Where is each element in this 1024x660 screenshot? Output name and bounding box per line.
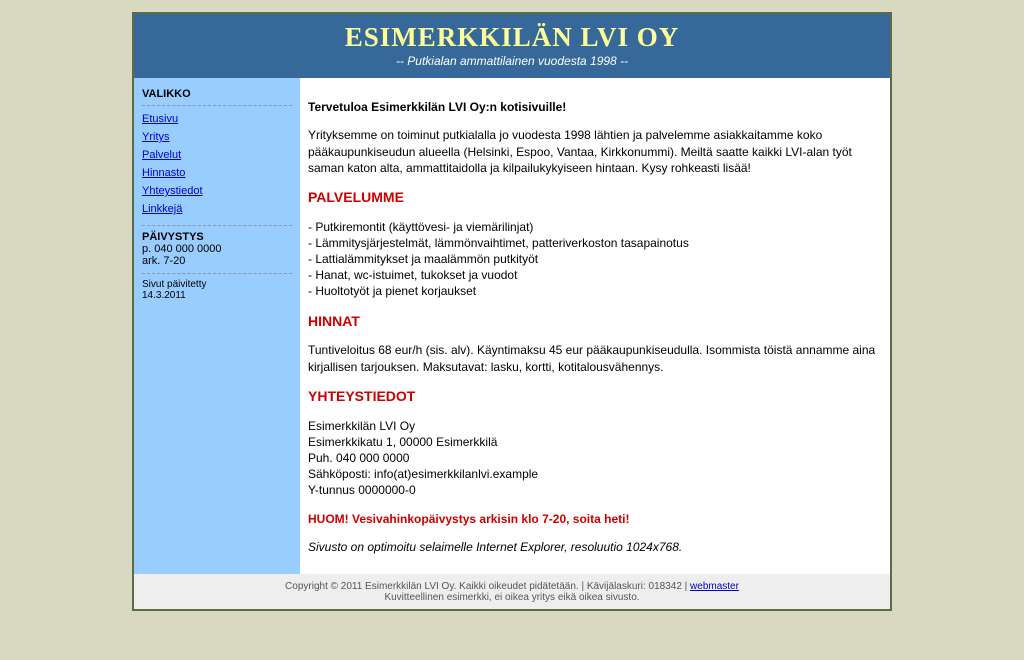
emergency-heading: PÄIVYSTYS xyxy=(142,231,204,243)
contact-email: Sähköposti: info(at)esimerkkilanlvi.example xyxy=(308,467,539,481)
emergency-phone: p. 040 000 0000 xyxy=(142,243,222,255)
emergency-notice: HUOM! Vesivahinkopäivystys arkisin klo 7-20, soita heti! xyxy=(308,512,630,526)
contact-address: Esimerkkikatu 1, 00000 Esimerkkilä xyxy=(308,435,498,449)
webmaster-link[interactable]: webmaster xyxy=(690,581,739,592)
list-item: - Hanat, wc-istuimet, tukokset ja vuodot xyxy=(308,268,518,282)
emergency-hours: ark. 7-20 xyxy=(142,255,186,267)
site-tagline: -- Putkialan ammattilainen vuodesta 1998 -- xyxy=(395,54,629,68)
site-title: ESIMERKKILÄN LVI OY xyxy=(344,22,680,52)
list-item: - Lämmitysjärjestelmät, lämmönvaihtimet, patteriverkoston tasapainotus xyxy=(308,236,689,250)
sidebar-item-hinnasto[interactable]: Hinnasto xyxy=(142,167,186,179)
intro-paragraph: Yrityksemme on toiminut putkialalla jo vuodesta 1998 lähtien ja palvelemme asiakkaitamme koko pääkaupunkiseudun alueella (Helsinki, Espoo, Vantaa, Kirkkonummi). Meiltä saatte kaikki LVI-alan työt saman katon alta, ammattitaidolla ja kilpailukykyiseen hintaan. Kysy rohkeasti lisää! xyxy=(308,128,852,175)
contact-phone: Puh. 040 000 0000 xyxy=(308,451,410,465)
page-container xyxy=(132,12,892,611)
prices-heading: HINNAT xyxy=(308,313,360,329)
sidebar xyxy=(134,78,300,574)
updated-label: Sivut päivitetty xyxy=(142,279,207,290)
prices-paragraph: Tuntiveloitus 68 eur/h (sis. alv). Käyntimaksu 45 eur pääkaupunkiseudulla. Isommista töistä annamme aina kirjallisen tarjouksen. Maksutavat: lasku, kortti, kotitalousvähennys. xyxy=(308,343,876,374)
contact-business-id: Y-tunnus 0000000-0 xyxy=(308,483,416,497)
contact-company: Esimerkkilän LVI Oy xyxy=(308,419,416,433)
sidebar-divider xyxy=(142,273,292,274)
contact-heading: YHTEYSTIEDOT xyxy=(308,388,416,404)
footer-disclaimer: Kuvitteellinen esimerkki, ei oikea yritys eikä oikea sivusto. xyxy=(384,592,640,603)
welcome-heading: Tervetuloa Esimerkkilän LVI Oy:n kotisivuille! xyxy=(308,100,567,114)
sidebar-item-palvelut[interactable]: Palvelut xyxy=(142,149,182,161)
copyright-text: Copyright © 2011 Esimerkkilän LVI Oy. Kaikki oikeudet pidätetään. | Kävijälaskuri: 018342 | xyxy=(285,581,688,592)
sidebar-item-linkkeja[interactable]: Linkkejä xyxy=(142,203,183,215)
sidebar-item-yritys[interactable]: Yritys xyxy=(142,131,170,143)
browser-note: Sivusto on optimoitu selaimelle Internet Explorer, resoluutio 1024x768. xyxy=(308,540,683,554)
site-footer xyxy=(134,574,890,609)
updated-date: 14.3.2011 xyxy=(142,290,186,301)
sidebar-divider xyxy=(142,225,292,226)
sidebar-item-etusivu[interactable]: Etusivu xyxy=(142,113,179,125)
menu-heading: VALIKKO xyxy=(142,88,191,100)
services-heading: PALVELUMME xyxy=(308,189,404,205)
contact-details xyxy=(308,418,882,498)
footer-copyright-line xyxy=(134,581,890,592)
site-header xyxy=(134,14,890,78)
list-item: - Lattialämmitykset ja maalämmön putkityöt xyxy=(308,252,539,266)
main-content xyxy=(308,78,882,574)
list-item: - Putkiremontit (käyttövesi- ja viemärilinjat) xyxy=(308,220,534,234)
list-item: - Huoltotyöt ja pienet korjaukset xyxy=(308,284,477,298)
sidebar-item-yhteystiedot[interactable]: Yhteystiedot xyxy=(142,185,203,197)
sidebar-divider xyxy=(142,105,292,106)
services-list xyxy=(308,219,882,299)
